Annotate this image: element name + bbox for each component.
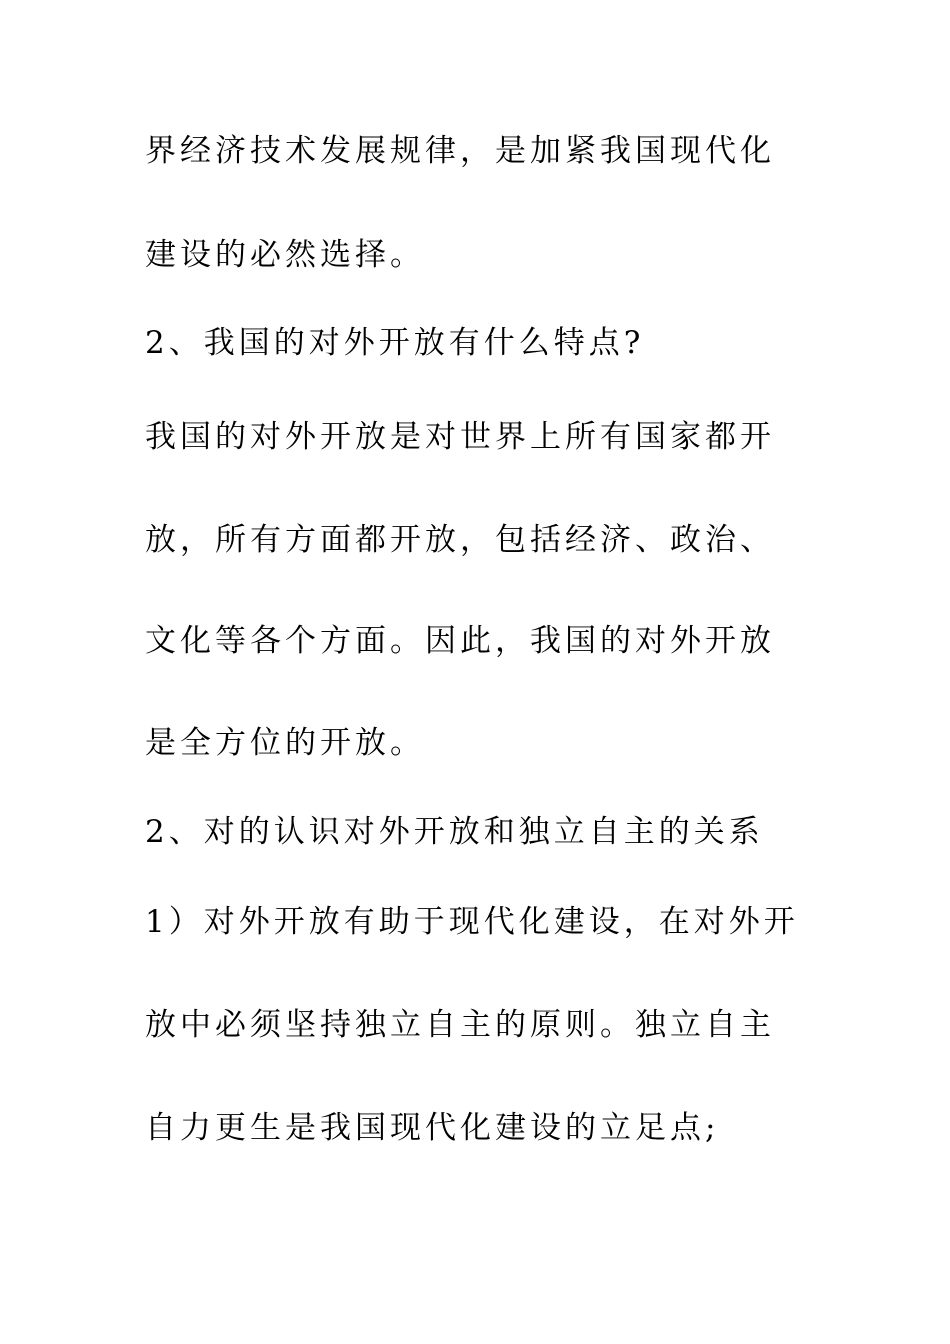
question-heading: 2、我国的对外开放有什么特点?: [145, 325, 645, 361]
paragraph-line: 界经济技术发展规律，是加紧我国现代化: [145, 133, 775, 169]
paragraph-line: 文化等各个方面。因此，我国的对外开放: [145, 623, 775, 659]
paragraph-line: 1）对外开放有助于现代化建设，在对外开: [145, 904, 799, 940]
paragraph-line: 自力更生是我国现代化建设的立足点;: [145, 1110, 720, 1146]
paragraph-line: 我国的对外开放是对世界上所有国家都开: [145, 419, 775, 455]
paragraph-line: 是全方位的开放。: [145, 725, 425, 761]
paragraph-line: 放中必须坚持独立自主的原则。独立自主: [145, 1007, 775, 1043]
paragraph-line: 放，所有方面都开放，包括经济、政治、: [145, 522, 775, 558]
paragraph-line: 建设的必然选择。: [145, 237, 425, 273]
question-heading: 2、对的认识对外开放和独立自主的关系: [145, 814, 764, 850]
